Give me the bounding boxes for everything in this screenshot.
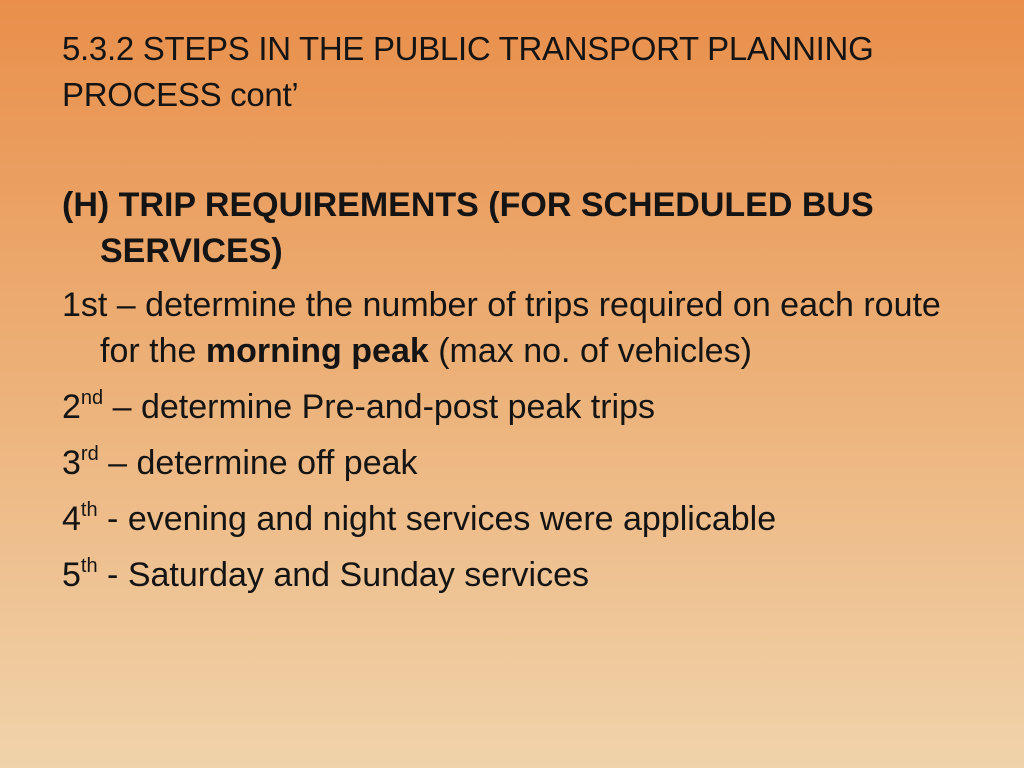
- item-2-suffix: nd: [80, 387, 104, 409]
- title-line-1: 5.3.2 STEPS IN THE PUBLIC TRANSPORT PLANNING: [62, 30, 874, 67]
- item-1-ordinal: 1st: [62, 286, 108, 324]
- section-heading: (H) TRIP REQUIREMENTS (FOR SCHEDULED BUS SERVICES): [62, 186, 874, 270]
- slide-title: [62, 26, 962, 118]
- title-line-2: PROCESS cont’: [62, 76, 299, 113]
- list-item-2: [62, 384, 962, 430]
- item-1-bold-text: morning peak: [205, 332, 429, 370]
- list-item-5: [62, 552, 962, 598]
- item-5-suffix: th: [80, 555, 98, 577]
- item-3-suffix: rd: [80, 443, 99, 465]
- item-1-text-after: (max no. of vehicles): [428, 332, 752, 370]
- list-item-1: [62, 282, 962, 374]
- list-item-3: [62, 440, 962, 486]
- item-2-ordinal: 2: [62, 388, 81, 426]
- item-3-text: – determine off peak: [98, 444, 418, 482]
- list-item-4: [62, 496, 962, 542]
- item-4-suffix: th: [80, 499, 98, 521]
- slide-content: [62, 182, 962, 608]
- item-2-text: – determine Pre-and-post peak trips: [103, 388, 656, 426]
- item-3-ordinal: 3: [62, 444, 81, 482]
- item-5-ordinal: 5: [62, 556, 81, 594]
- item-4-text: - evening and night services were applicable: [97, 500, 777, 538]
- item-1-text-before: – determine the number of trips required on each route for the: [100, 286, 941, 370]
- item-4-ordinal: 4: [62, 500, 81, 538]
- item-5-text: - Saturday and Sunday services: [97, 556, 589, 594]
